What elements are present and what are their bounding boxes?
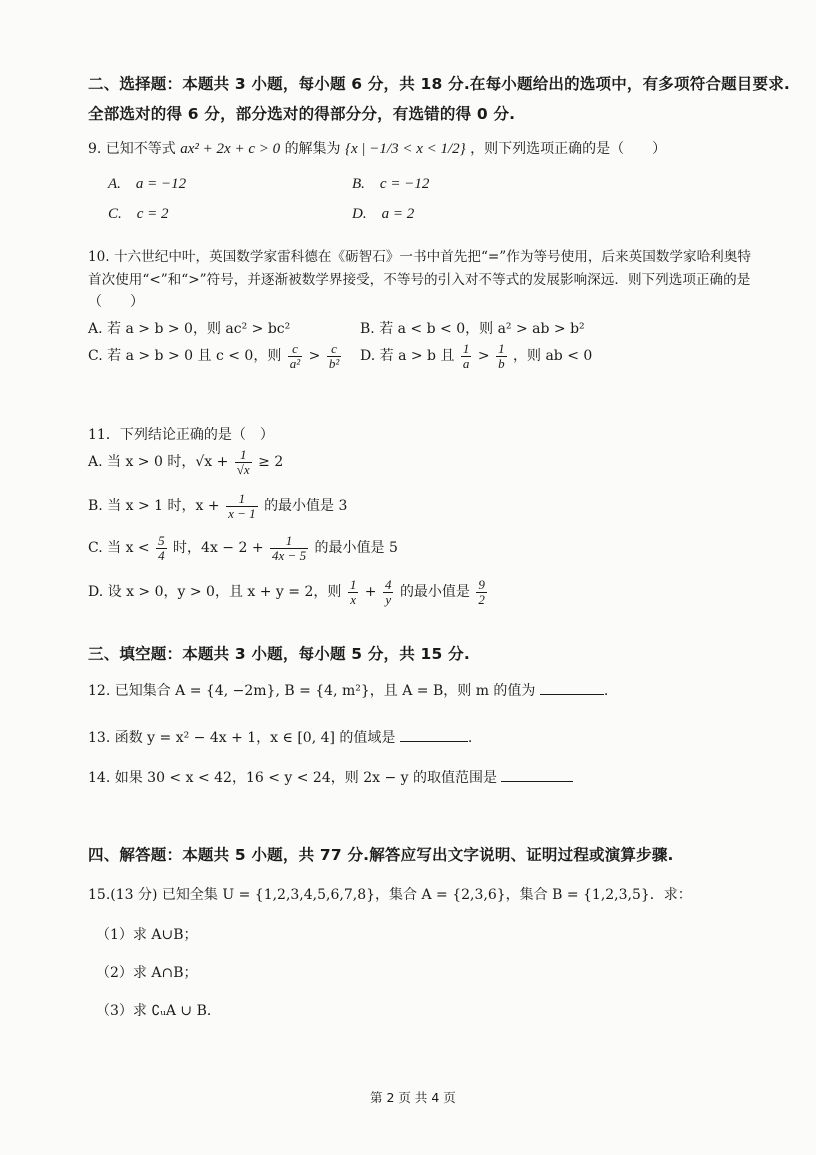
q9-option-d: D. a = 2	[352, 206, 415, 222]
q13-text: 13. 函数 y = x² − 4x + 1，x ∈ [0, 4] 的值域是	[88, 730, 396, 746]
q15-part-2: （2）求 A∩B；	[96, 965, 198, 981]
q9-solution-set: {x | −1/3 < x < 1/2}	[345, 141, 466, 157]
q11-option-b	[88, 492, 347, 520]
q12	[88, 680, 608, 700]
q10-d-fraction-1: $\frac{1}{a}$	[462, 341, 470, 371]
page-footer: 第 2 页 共 4 页	[370, 1090, 456, 1105]
section-3-heading: 三、填空题：本题共 3 小题，每小题 5 分，共 15 分.	[88, 645, 470, 663]
q12-end: .	[603, 683, 609, 699]
q10-d-conclusion: ，则 ab < 0	[513, 348, 593, 365]
q14	[88, 767, 573, 787]
q11-b-post: 的最小值是 3	[264, 498, 348, 515]
q11-c-fraction: $\frac{1}{4x - 5}$	[272, 533, 307, 563]
q13	[88, 727, 472, 747]
q11-d-answer-fraction: $\frac{9}{2}$	[478, 577, 485, 607]
q9-option-c: C. c = 2	[108, 206, 169, 222]
q11-c-cond-fraction: $\frac{5}{4}$	[158, 533, 165, 563]
q14-answer-blank[interactable]	[501, 767, 573, 782]
q11-c-mid: 时，4x − 2 +	[173, 540, 264, 557]
q10-c-fraction-2: $\frac{c}{\text{b²}}$	[328, 341, 340, 371]
q11-a-post: ≥ 2	[258, 454, 284, 471]
q10-d-fraction-2: $\frac{1}{b}$	[498, 341, 505, 371]
q11-d-text: D. 设 x > 0，y > 0，且 x + y = 2，则	[88, 584, 342, 601]
q10-stem-line-3: （ ）	[88, 294, 144, 310]
q11-option-c	[88, 534, 398, 562]
q15-stem: 15.(13 分) 已知全集 U = {1,2,3,4,5,6,7,8}，集合 A = {2,3,6}，集合 B = {1,2,3,5}．求：	[88, 887, 692, 903]
q11-option-d	[88, 578, 489, 606]
q10-option-d	[360, 342, 592, 370]
q10-option-b: B. 若 a < b < 0，则 a² > ab > b²	[360, 321, 585, 337]
q10-stem-line-1: 10. 十六世纪中叶，英国数学家雷科德在《砺智石》一书中首先把“=”作为等号使用，后来英国数学家哈利奥特	[88, 249, 751, 265]
q10-d-gt: >	[477, 348, 490, 365]
section-4-heading: 四、解答题：本题共 5 小题，共 77 分.解答应写出文字说明、证明过程或演算步骤.	[88, 846, 674, 864]
q11-b-text: B. 当 x > 1 时，x +	[88, 498, 220, 515]
q14-text: 14. 如果 30 < x < 42，16 < y < 24，则 2x − y 的取值范围是	[88, 770, 497, 786]
q11-d-plus: +	[364, 584, 377, 601]
q9-option-a: A. a = −12	[108, 176, 187, 192]
q9-stem-mid: 的解集为	[284, 141, 341, 157]
q11-d-mid: 的最小值是	[399, 584, 470, 601]
q11-stem: 11．下列结论正确的是（ ）	[88, 427, 274, 443]
q9-stem-end: ，则下列选项正确的是（ ）	[470, 141, 667, 157]
q9-inequality: ax² + 2x + c > 0	[180, 141, 281, 157]
section-2-scoring: 全部选对的得 6 分，部分选对的得部分分，有选错的得 0 分.	[88, 105, 516, 123]
q10-c-text: C. 若 a > b > 0 且 c < 0，则	[88, 348, 282, 365]
q12-answer-blank[interactable]	[540, 680, 604, 695]
q9-stem-text: 9. 已知不等式	[88, 141, 176, 157]
q15-part-3: （3）求 ∁ᵤA ∪ B．	[96, 1003, 221, 1019]
q11-c-text: C. 当 x <	[88, 540, 150, 557]
q11-a-fraction: $\frac{1}{√x}$	[236, 447, 250, 477]
q10-c-fraction-1: $\frac{c}{\text{a²}}$	[289, 341, 301, 371]
q10-d-text: D. 若 a > b 且	[360, 348, 455, 365]
q10-stem-line-2: 首次使用“<”和“>”符号，并逐渐被数学界接受，不等号的引入对不等式的发展影响深远．则下列选项正确的是	[88, 272, 751, 288]
q12-text: 12. 已知集合 A = {4, −2m}, B = {4, m²}，且 A = B，则 m 的值为	[88, 683, 536, 699]
q13-end: .	[467, 730, 473, 746]
q10-c-gt: >	[308, 348, 321, 365]
q11-c-post: 的最小值是 5	[314, 540, 398, 557]
q11-a-text: A. 当 x > 0 时，√x +	[88, 454, 229, 471]
q11-d-fraction-1: $\frac{1}{x}$	[349, 577, 357, 607]
q11-d-fraction-2: $\frac{4}{y}$	[384, 577, 392, 607]
q10-option-c	[88, 342, 343, 370]
q13-answer-blank[interactable]	[400, 727, 468, 742]
section-2-heading: 二、选择题：本题共 3 小题，每小题 6 分，共 18 分.在每小题给出的选项中，有多项符合题目要求.	[88, 75, 790, 93]
q11-option-a	[88, 448, 283, 476]
question-9-stem	[88, 138, 666, 158]
q10-option-a: A. 若 a > b > 0，则 ac² > bc²	[88, 321, 291, 337]
q15-part-1: （1）求 A∪B；	[96, 927, 198, 943]
q11-b-fraction: $\frac{1}{x - 1}$	[228, 491, 256, 521]
q9-option-b: B. c = −12	[352, 176, 430, 192]
